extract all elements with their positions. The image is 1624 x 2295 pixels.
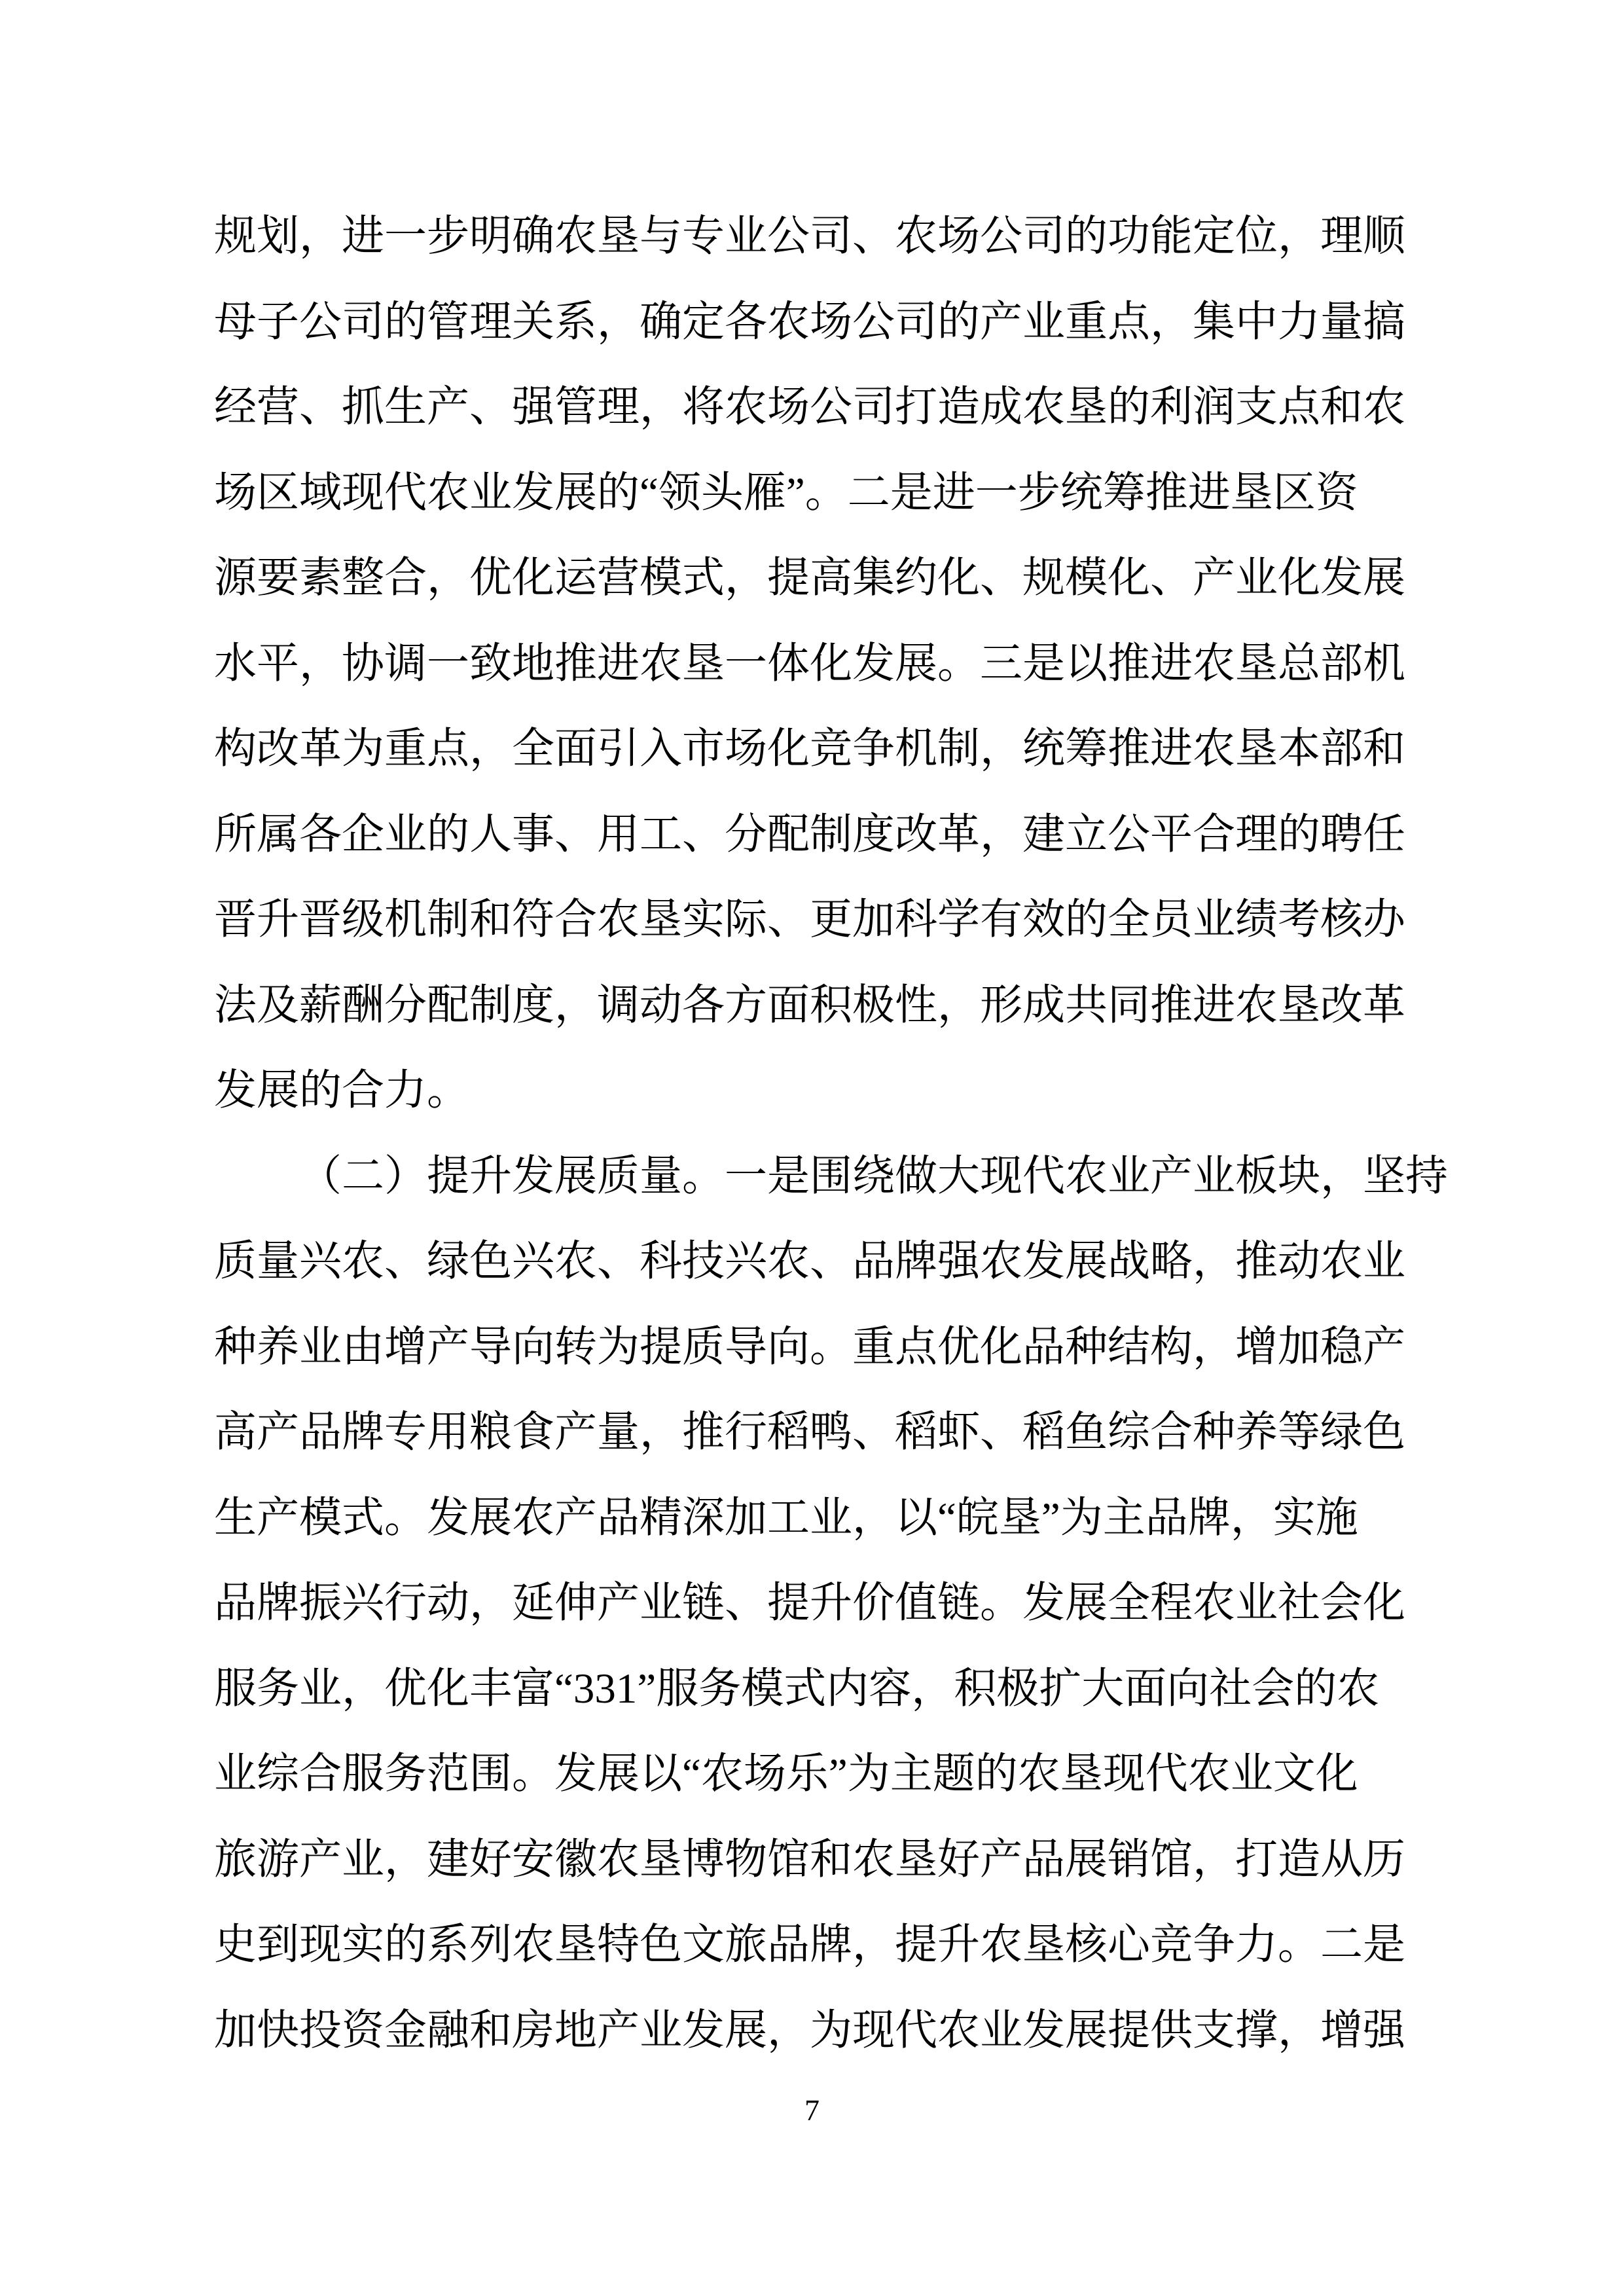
text-line: 种养业由增产导向转为提质导向。重点优化品种结构，增加稳产 xyxy=(214,1323,1406,1371)
text-line: 发展的合力。 xyxy=(214,1067,470,1114)
text-line: 服务业，优化丰富“331”服务模式内容，积极扩大面向社会的农 xyxy=(214,1665,1380,1712)
text-line: 构改革为重点，全面引入市场化竞争机制，统筹推进农垦本部和 xyxy=(214,725,1406,772)
text-line: 质量兴农、绿色兴农、科技兴农、品牌强农发展战略，推动农业 xyxy=(214,1238,1406,1285)
text-line: 晋升晋级机制和符合农垦实际、更加科学有效的全员业绩考核办 xyxy=(214,896,1406,943)
text-line: 高产品牌专用粮食产量，推行稻鸭、稻虾、稻鱼综合种养等绿色 xyxy=(214,1409,1406,1456)
text-line: 所属各企业的人事、用工、分配制度改革，建立公平合理的聘任 xyxy=(214,810,1406,858)
text-line: 旅游产业，建好安徽农垦博物馆和农垦好产品展销馆，打造从历 xyxy=(214,1835,1406,1883)
body-text-block xyxy=(214,194,1449,2073)
text-line: 史到现实的系列农垦特色文旅品牌，提升农垦核心竞争力。二是 xyxy=(214,1921,1406,1968)
text-line: 规划，进一步明确农垦与专业公司、农场公司的功能定位，理顺 xyxy=(214,213,1406,260)
text-line: 业综合服务范围。发展以“农场乐”为主题的农垦现代农业文化 xyxy=(214,1750,1358,1798)
text-line: 法及薪酬分配制度，调动各方面积极性，形成共同推进农垦改革 xyxy=(214,981,1406,1029)
text-line: 水平，协调一致地推进农垦一体化发展。三是以推进农垦总部机 xyxy=(214,640,1406,687)
paragraph-start-line: （二）提升发展质量。一是围绕做大现代农业产业板块，坚持 xyxy=(299,1152,1449,1200)
text-line: 品牌振兴行动，延伸产业链、提升价值链。发展全程农业社会化 xyxy=(214,1580,1406,1627)
text-line: 场区域现代农业发展的“领头雁”。二是进一步统筹推进垦区资 xyxy=(214,469,1358,516)
text-line: 经营、抓生产、强管理，将农场公司打造成农垦的利润支点和农 xyxy=(214,384,1406,431)
text-line: 加快投资金融和房地产业发展，为现代农业发展提供支撑，增强 xyxy=(214,2006,1406,2054)
text-line: 母子公司的管理关系，确定各农场公司的产业重点，集中力量搞 xyxy=(214,298,1406,346)
text-line: 生产模式。发展农产品精深加工业，以“皖垦”为主品牌，实施 xyxy=(214,1494,1358,1542)
text-line: 源要素整合，优化运营模式，提高集约化、规模化、产业化发展 xyxy=(214,554,1406,602)
page-number: 7 xyxy=(804,2093,820,2127)
